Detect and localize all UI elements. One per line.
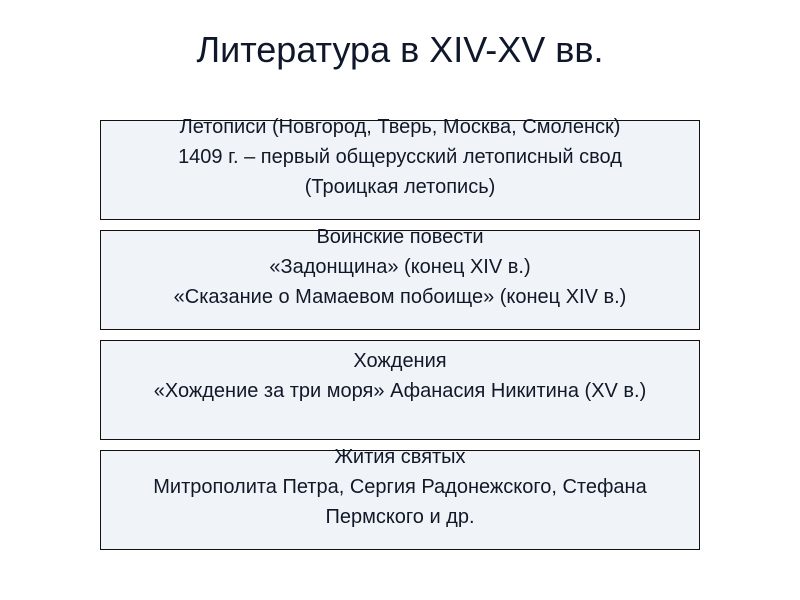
military-tales-line-1: «Задонщина» (конец XIV в.) xyxy=(269,256,531,278)
lives-of-saints-line-1: Митрополита Петра, Сергия Радонежского, Стефана xyxy=(153,476,647,498)
military-tales-heading: Воинские повести xyxy=(316,226,484,248)
page-title: Литература в XIV-XV вв. xyxy=(196,29,604,70)
lives-of-saints-line-2: Пермского и др. xyxy=(325,506,475,528)
military-tales-block xyxy=(100,226,700,330)
chronicles-heading: Летописи (Новгород, Тверь, Москва, Смоленск) xyxy=(179,116,621,138)
journeys-heading: Хождения xyxy=(353,350,447,372)
chronicles-block xyxy=(100,116,700,220)
journeys-block xyxy=(100,340,700,440)
military-tales-line-2: «Сказание о Мамаевом побоище» (конец XIV в.) xyxy=(173,286,627,308)
lives-of-saints-block xyxy=(100,446,700,550)
journeys-line-1: «Хождение за три моря» Афанасия Никитина (XV в.) xyxy=(153,380,647,402)
chronicles-line-2: (Троицкая летопись) xyxy=(304,176,496,198)
chronicles-line-1: 1409 г. – первый общерусский летописный свод xyxy=(178,146,622,168)
lives-of-saints-heading: Жития святых xyxy=(334,446,466,468)
